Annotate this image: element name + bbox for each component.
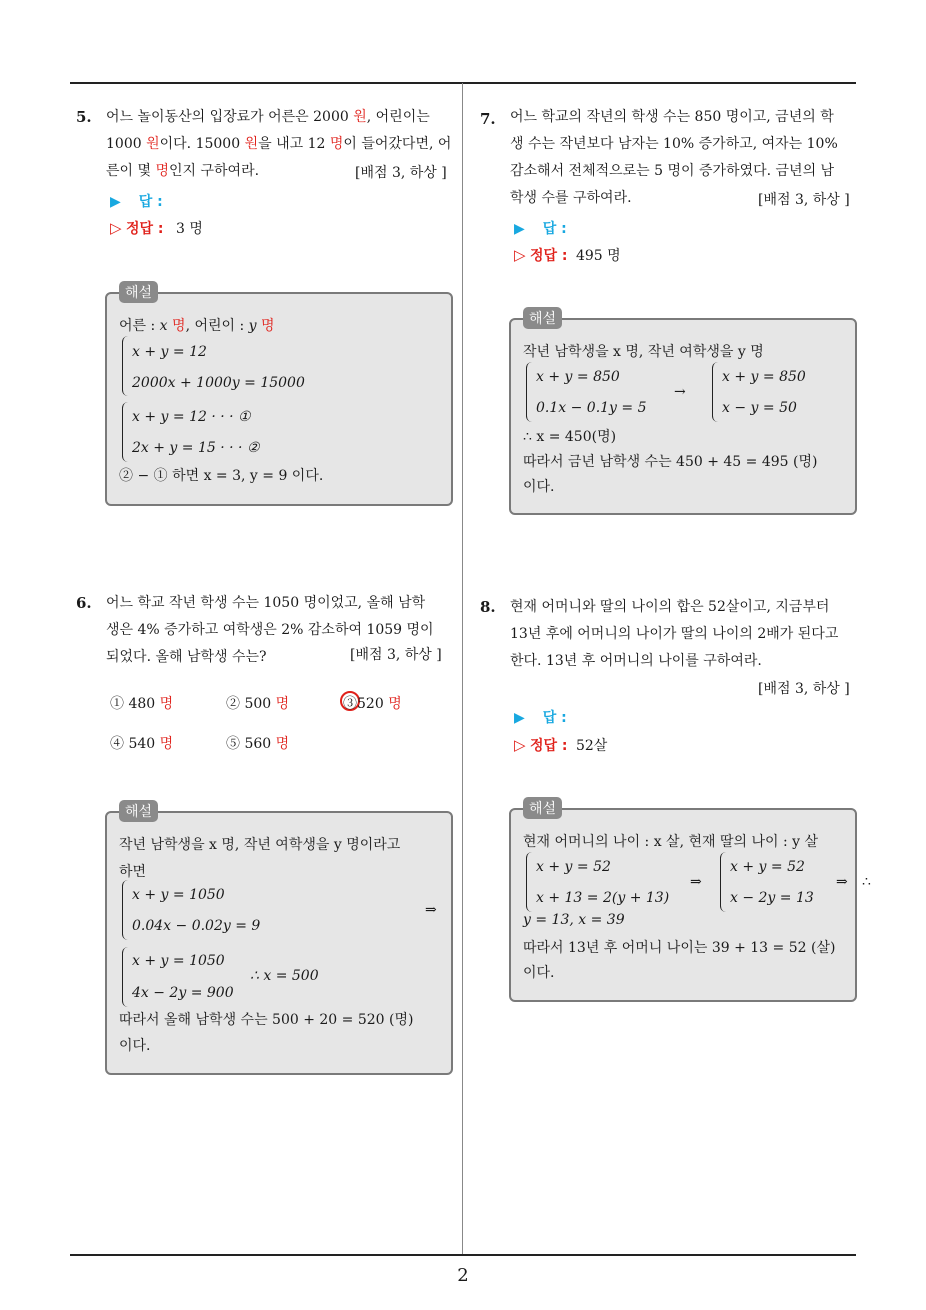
solution-line: 하면: [119, 864, 147, 880]
solution-line: 따라서 올해 남학생 수는 500 + 20 = 520 (명): [119, 1012, 414, 1028]
equation: x + y = 12: [132, 344, 207, 360]
correct-value: 3 명: [175, 221, 203, 237]
answer-field[interactable]: ▶ 답 :: [514, 710, 567, 726]
choice-3[interactable]: ③520 명: [343, 696, 402, 712]
system-brace: [122, 336, 129, 396]
question-text: 현재 어머니와 딸의 나이의 합은 52살이고, 지금부터 13년 후에 어머니의 나이가 딸의 나이의 2배가 된다고 한다. 13년 후 어머니의 나이를 구하여라.: [510, 599, 839, 669]
choice-1[interactable]: ① 480 명: [110, 696, 174, 712]
solution-line: 작년 남학생을 x 명, 작년 여학생을 y 명이라고: [119, 837, 401, 853]
equation: x + y = 52: [730, 859, 805, 875]
outline-triangle-icon: ▷: [110, 219, 122, 237]
solution-line: 따라서 금년 남학생 수는 450 + 45 = 495 (명): [523, 454, 818, 470]
implies-arrow: ⇒: [425, 902, 437, 918]
implies-arrow: ⇒: [690, 874, 702, 890]
question-text: 어느 학교의 작년의 학생 수는 850 명이고, 금년의 학 생 수는 작년보다 남자는 10% 증가하고, 여자는 10% 감소해서 전체적으로는 5 명이 증가하였다. 금년의 남 학생 수를 구하여라.: [510, 109, 838, 206]
equation: 0.04x − 0.02y = 9: [132, 918, 261, 934]
system-brace: [712, 362, 719, 422]
therefore-result: ∴ x = 450(명): [523, 429, 617, 445]
play-triangle-icon: ▶: [110, 194, 121, 210]
equation: x − 2y = 13: [730, 890, 814, 906]
solution-conclusion: ② − ① 하면 x = 3, y = 9 이다.: [119, 468, 324, 484]
system-brace: [122, 402, 129, 462]
implies-arrow: ⇒: [836, 874, 848, 890]
equation: x − y = 50: [722, 400, 797, 416]
answer-field[interactable]: ▶ 답 :: [514, 221, 567, 237]
equation: x + y = 1050: [132, 953, 225, 969]
top-rule: [70, 82, 856, 84]
solution-tag: 해설: [523, 797, 562, 819]
bottom-rule: [70, 1254, 856, 1256]
question-text: 어느 놀이동산의 입장료가 어른은 2000 원, 어린이는 1000 원이다. 15000 원을 내고 12 명이 들어갔다면, 어 른이 몇 명인지 구하여라.: [106, 109, 452, 179]
equation: x + y = 12 · · · ①: [132, 409, 251, 425]
column-divider: [462, 83, 463, 1255]
page-number: 2: [457, 1265, 469, 1286]
solution-line: 따라서 13년 후 어머니 나이는 39 + 13 = 52 (살): [523, 940, 836, 956]
choice-4[interactable]: ④ 540 명: [110, 736, 174, 752]
outline-triangle-icon: ▷: [514, 246, 526, 264]
equation: x + y = 850: [722, 369, 806, 385]
solution-line: 이다.: [523, 479, 555, 495]
solution-line: 어른 : x 명, 어린이 : y 명: [119, 318, 275, 334]
score-meta: [배점 3, 하상 ]: [350, 647, 442, 663]
score-meta: [배점 3, 하상 ]: [355, 165, 447, 181]
equation: 4x − 2y = 900: [132, 985, 234, 1001]
choice-5[interactable]: ⑤ 560 명: [226, 736, 290, 752]
question-number: 8.: [480, 598, 496, 616]
solution-line: 작년 남학생을 x 명, 작년 여학생을 y 명: [523, 344, 764, 360]
system-brace: [526, 852, 533, 912]
question-number: 5.: [76, 108, 92, 126]
question-number: 6.: [76, 594, 92, 612]
solution-line: 이다.: [523, 965, 555, 981]
correct-answer: ▷ 정답 : 3 명: [110, 219, 203, 237]
system-brace: [526, 362, 533, 422]
solution-line: 현재 어머니의 나이 : x 살, 현재 딸의 나이 : y 살: [523, 834, 819, 850]
equation: x + y = 850: [536, 369, 620, 385]
outline-triangle-icon: ▷: [514, 736, 526, 754]
equation: x + y = 1050: [132, 887, 225, 903]
answer-field[interactable]: ▶ 답 :: [110, 194, 163, 210]
system-brace: [720, 852, 727, 912]
solution-line: 이다.: [119, 1038, 151, 1054]
solution-line: y = 13, x = 39: [523, 912, 625, 928]
score-meta: [배점 3, 하상 ]: [758, 192, 850, 208]
play-triangle-icon: ▶: [514, 710, 525, 726]
solution-tag: 해설: [523, 307, 562, 329]
correct-answer: ▷ 정답 : 495 명: [514, 246, 621, 264]
solution-tag: 해설: [119, 800, 158, 822]
solution-tag: 해설: [119, 281, 158, 303]
equation: 2000x + 1000y = 15000: [132, 375, 305, 391]
correct-answer: ▷ 정답 : 52살: [514, 736, 608, 754]
arrow-icon: →: [674, 384, 686, 400]
score-meta: [배점 3, 하상 ]: [758, 681, 850, 697]
system-brace: [122, 880, 129, 940]
play-triangle-icon: ▶: [514, 221, 525, 237]
correct-value: 52살: [575, 738, 608, 754]
correct-value: 495 명: [575, 248, 621, 264]
question-text: 어느 학교 작년 학생 수는 1050 명이었고, 올해 남학 생은 4% 증가하고 여학생은 2% 감소하여 1059 명이 되었다. 올해 남학생 수는?: [106, 595, 434, 665]
question-number: 7.: [480, 110, 496, 128]
system-brace: [122, 947, 129, 1007]
equation: x + 13 = 2(y + 13): [536, 890, 670, 906]
choice-2[interactable]: ② 500 명: [226, 696, 290, 712]
equation: x + y = 52: [536, 859, 611, 875]
equation: 2x + y = 15 · · · ②: [132, 440, 260, 456]
equation: 0.1x − 0.1y = 5: [536, 400, 647, 416]
therefore-result: ∴ x = 500: [250, 968, 319, 984]
therefore-symbol: ∴: [862, 874, 871, 890]
